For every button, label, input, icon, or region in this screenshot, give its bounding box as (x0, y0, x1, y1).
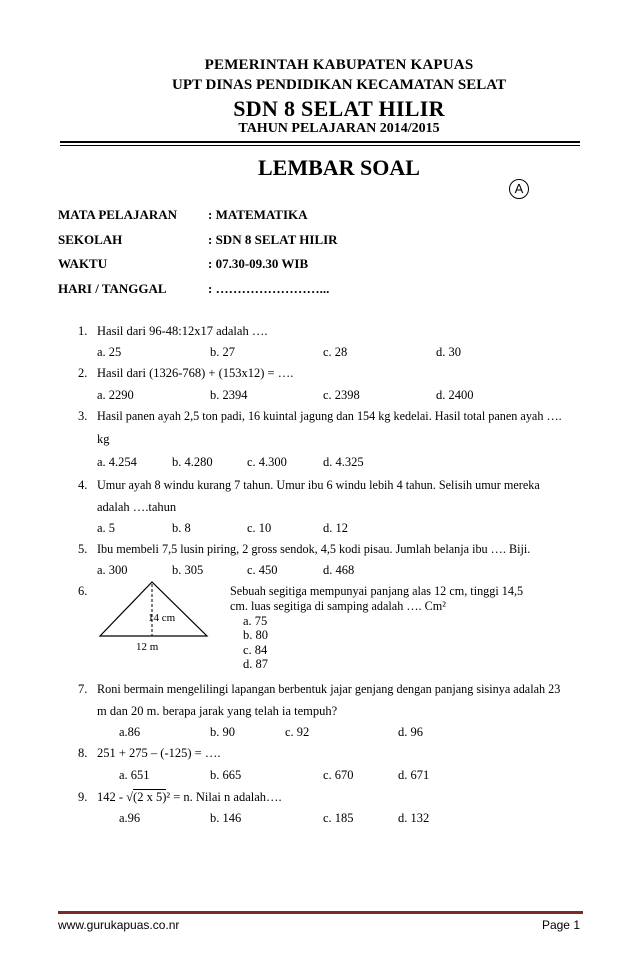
question-number: 9. (78, 790, 88, 804)
question-number: 4. (78, 478, 88, 492)
info-label: WAKTU (58, 256, 108, 271)
q9-text-pre: 142 - √ (97, 790, 134, 804)
option-d: d. 4.325 (323, 455, 364, 469)
option-d: d. 87 (243, 657, 268, 671)
option-a: a. 25 (97, 345, 122, 359)
question-text: 251 + 275 – (-125) = …. (97, 746, 221, 760)
option-c: c. 10 (247, 521, 272, 535)
q9-text-post: ² = n. Nilai n adalah…. (166, 790, 282, 804)
option-d: d. 12 (323, 521, 348, 535)
option-a: a. 5 (97, 521, 116, 535)
header-rule-thin (60, 145, 580, 146)
question-text-cont: kg (97, 432, 110, 446)
option-d: d. 132 (398, 811, 430, 825)
option-c: c. 185 (323, 811, 354, 825)
question-text: Ibu membeli 7,5 lusin piring, 2 gross sendok, 4,5 kodi pisau. Jumlah belanja ibu …. Biji. (97, 542, 531, 556)
question-text: Hasil panen ayah 2,5 ton padi, 16 kuintal jagung dan 154 kg kedelai. Hasil total panen ayah …. (97, 409, 562, 423)
version-badge: A (509, 179, 529, 199)
q9-radicand: (2 x 5) (133, 790, 167, 804)
question-number: 3. (78, 409, 88, 423)
option-c: c. 92 (285, 725, 310, 739)
option-a: a.96 (119, 811, 141, 825)
option-b: b. 665 (210, 768, 242, 782)
header-school: SDN 8 SELAT HILIR (233, 96, 445, 121)
page-title: LEMBAR SOAL (258, 155, 420, 180)
option-b: b. 27 (210, 345, 235, 359)
option-a: a. 75 (243, 614, 268, 628)
option-c: c. 2398 (323, 388, 360, 402)
header-government: PEMERINTAH KABUPATEN KAPUAS (204, 57, 474, 73)
info-label: MATA PELAJARAN (58, 207, 178, 222)
question-number: 2. (78, 366, 88, 380)
option-c: c. 4.300 (247, 455, 287, 469)
option-b: b. 305 (172, 563, 204, 577)
info-row-time (58, 256, 308, 272)
footer-rule (58, 911, 583, 914)
option-d: d. 468 (323, 563, 355, 577)
option-c: c. 670 (323, 768, 354, 782)
question-number: 1. (78, 324, 88, 338)
question-number: 5. (78, 542, 88, 556)
option-c: c. 450 (247, 563, 278, 577)
option-a: a. 4.254 (97, 455, 137, 469)
info-row-date (58, 281, 329, 297)
option-b: b. 8 (172, 521, 191, 535)
footer-page-number: Page 1 (541, 918, 580, 932)
option-b: b. 80 (243, 628, 268, 642)
question-text-cont: m dan 20 m. berapa jarak yang telah ia tempuh? (97, 704, 338, 718)
info-value: : SDN 8 SELAT HILIR (208, 232, 338, 247)
question-text: Umur ayah 8 windu kurang 7 tahun. Umur ibu 6 windu lebih 4 tahun. Selisih umur mereka (97, 478, 540, 492)
option-b: b. 90 (210, 725, 235, 739)
header-rule-thick (60, 141, 580, 143)
option-a: a. 300 (97, 563, 128, 577)
option-d: d. 96 (398, 725, 423, 739)
option-c: c. 84 (243, 643, 268, 657)
info-row-subject (58, 207, 308, 223)
question-text: Roni bermain mengelilingi lapangan berbentuk jajar genjang dengan panjang sisinya adalah 23 (97, 682, 561, 696)
option-d: d. 30 (436, 345, 461, 359)
question-text-cont: adalah ….tahun (97, 500, 177, 514)
info-value: : 07.30-09.30 WIB (208, 256, 309, 271)
question-number: 7. (78, 682, 88, 696)
question-text: Hasil dari (1326-768) + (153x12) = …. (97, 366, 294, 380)
info-label: HARI / TANGGAL (58, 281, 167, 296)
footer-website-link[interactable]: www.gurukapuas.co.nr (58, 918, 180, 932)
info-value: : MATEMATIKA (208, 207, 308, 222)
option-b: b. 146 (210, 811, 242, 825)
triangle-figure (95, 580, 215, 642)
question-number: 8. (78, 746, 88, 760)
option-d: d. 2400 (436, 388, 474, 402)
info-label: SEKOLAH (58, 232, 123, 247)
question-text (97, 790, 282, 805)
info-row-school (58, 232, 338, 248)
question-text: Sebuah segitiga mempunyai panjang alas 12 cm, tinggi 14,5 (230, 584, 524, 598)
header-department: UPT DINAS PENDIDIKAN KECAMATAN SELAT (172, 77, 506, 93)
triangle-height-label: 14 cm (148, 612, 176, 624)
info-value: : ……………………... (208, 281, 330, 296)
option-a: a. 651 (119, 768, 150, 782)
option-a: a. 2290 (97, 388, 134, 402)
option-b: b. 4.280 (172, 455, 213, 469)
question-text: Hasil dari 96-48:12x17 adalah …. (97, 324, 268, 338)
header-year: TAHUN PELAJARAN 2014/2015 (238, 121, 440, 136)
option-b: b. 2394 (210, 388, 248, 402)
question-number: 6. (78, 584, 88, 598)
option-c: c. 28 (323, 345, 348, 359)
question-text-cont: cm. luas segitiga di samping adalah …. Cm² (230, 599, 446, 613)
option-d: d. 671 (398, 768, 430, 782)
triangle-base-label: 12 m (136, 641, 159, 653)
option-a: a.86 (119, 725, 141, 739)
